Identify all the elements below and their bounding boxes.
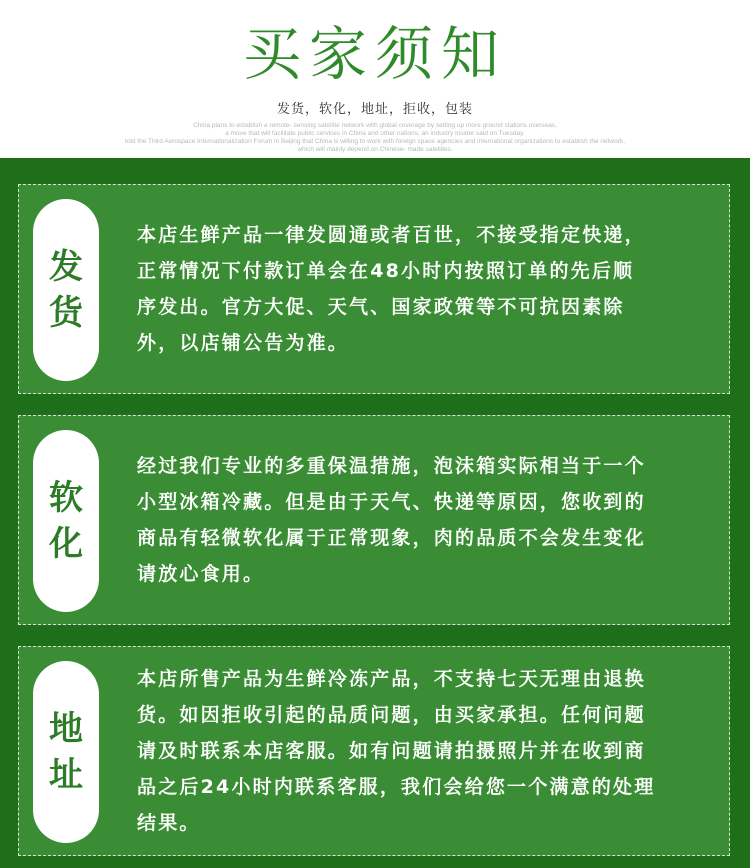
text-line: 本店生鲜产品一律发圆通或者百世，不接受指定快递， [137, 224, 646, 246]
notice-card-softening [18, 415, 730, 625]
text-line: 结果。 [137, 812, 201, 834]
fine-print-line: told the Third Aerospace Internationalization Forum in Beijing that China is willing to work with foreign space agencies and international organizations to establish the network, [125, 138, 625, 145]
notice-card-shipping [18, 184, 730, 394]
section-text-shipping [137, 217, 713, 361]
page-subtitle: 发货，软化，地址，拒收，包装 [276, 102, 473, 117]
section-label-softening [33, 430, 99, 612]
text-line: 外，以店铺公告为准。 [137, 332, 350, 354]
text-line: 本店所售产品为生鲜冷冻产品，不支持七天无理由退换 [137, 668, 646, 690]
fine-print [120, 122, 630, 154]
section-label-address [33, 661, 99, 843]
text-line: 经过我们专业的多重保温措施，泡沫箱实际相当于一个 [137, 455, 646, 477]
header [0, 0, 750, 158]
section-label-char: 址 [49, 755, 83, 795]
fine-print-line: a move that will facilitate public services in China and other nations, an industry insider said on Tuesday. [225, 130, 525, 137]
fine-print-line: which will mainly depend on Chinese- made satellites. [297, 146, 453, 153]
text-line: 品之后24小时内联系客服，我们会给您一个满意的处理 [137, 776, 656, 798]
text-line: 请及时联系本店客服。如有问题请拍摄照片并在收到商 [137, 740, 646, 762]
text-line: 小型冰箱冷藏。但是由于天气、快递等原因，您收到的 [137, 491, 646, 513]
text-line: 序发出。官方大促、天气、国家政策等不可抗因素除 [137, 296, 625, 318]
section-label-char: 化 [49, 524, 83, 564]
text-line: 货。如因拒收引起的品质问题，由买家承担。任何问题 [137, 704, 646, 726]
text-line: 请放心食用。 [137, 563, 265, 585]
text-line: 正常情况下付款订单会在48小时内按照订单的先后顺 [137, 260, 635, 282]
section-text-softening [137, 448, 713, 592]
page-title: 买家须知 [242, 20, 507, 88]
text-line: 商品有轻微软化属于正常现象，肉的品质不会发生变化 [137, 527, 646, 549]
section-label-char: 软 [49, 478, 83, 518]
section-label-char: 货 [49, 293, 83, 333]
notice-card-address [18, 646, 730, 856]
section-label-shipping [33, 199, 99, 381]
section-label-char: 地 [49, 709, 83, 749]
section-label-char: 发 [49, 247, 83, 287]
notice-area [0, 158, 750, 868]
section-text-address [137, 661, 713, 841]
fine-print-line: China plans to establish a remote- sensing satellite network with global coverage by setting up more ground stations overseas, [193, 122, 557, 129]
